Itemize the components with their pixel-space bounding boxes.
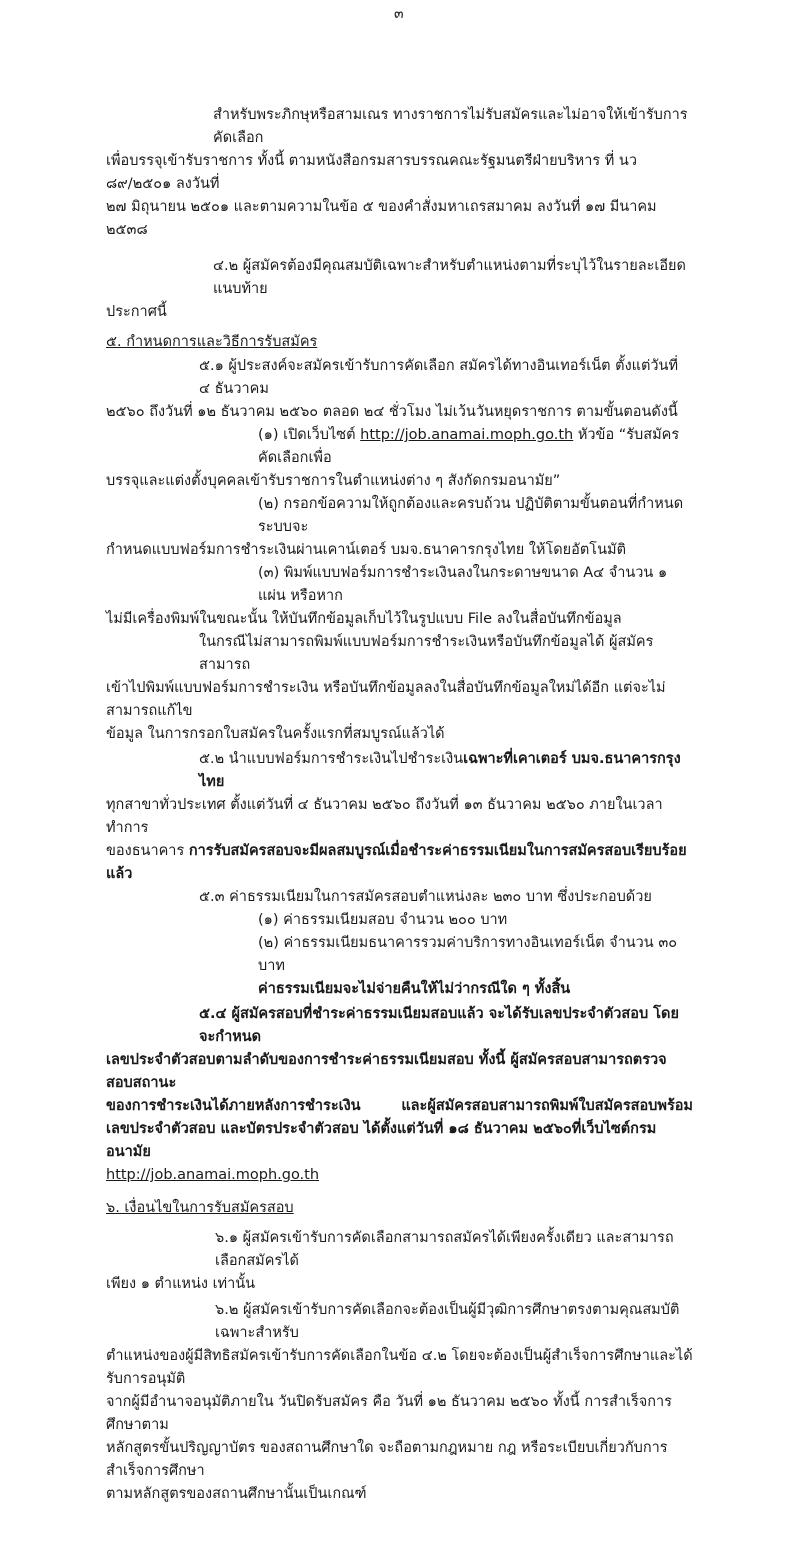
text-segment: กำหนดแบบฟอร์มการชำระเงินผ่านเคาน์เตอร์ บมจ.ธนาคารกรุงไทย ให้โดยอัตโนมัติ <box>106 542 626 558</box>
text-line <box>106 196 693 242</box>
text-line <box>106 909 693 932</box>
text-segment: ๕.๒ นำแบบฟอร์มการชำระเงินไปชำระเงิน <box>199 751 464 767</box>
text-segment: ทุกสาขาทั่วประเทศ ตั้งแต่วันที่ ๔ ธันวาคม ๒๕๖๐ ถึงวันที่ ๑๓ ธันวาคม ๒๕๖๐ ภายในเวลาทำการ <box>106 797 663 836</box>
text-line <box>106 1483 693 1506</box>
text-segment: เข้าไปพิมพ์แบบฟอร์มการชำระเงิน หรือบันทึกข้อมูลลงในสื่อบันทึกข้อมูลใหม่ได้อีก แต่จะไม่สามารถแก้ไข <box>106 680 666 719</box>
text-line <box>106 1095 693 1118</box>
text-line <box>106 470 693 493</box>
text-line <box>106 1345 693 1391</box>
text-line <box>106 932 693 978</box>
text-line <box>106 840 693 886</box>
text-segment: จากผู้มีอำนาจอนุมัติภายใน วันปิดรับสมัคร คือ วันที่ ๑๒ ธันวาคม ๒๕๖๐ ทั้งนี้ การสำเร็จการศึกษาตาม <box>106 1394 672 1433</box>
text-line <box>106 150 693 196</box>
text-line <box>106 562 693 608</box>
text-segment: ๕. กำหนดการและวิธีการรับสมัคร <box>106 334 318 350</box>
text-line <box>106 794 693 840</box>
section-heading <box>106 331 693 354</box>
text-segment: ค่าธรรมเนียมจะไม่จ่ายคืนให้ไม่ว่ากรณีใด ๆ ทั้งสิ้น <box>258 981 571 997</box>
text-segment: ๕.๓ ค่าธรรมเนียมในการสมัครสอบตำแหน่งละ ๒๓๐ บาท ซึ่งประกอบด้วย <box>199 889 652 905</box>
text-line <box>106 748 693 794</box>
text-line <box>106 301 693 324</box>
text-segment: ของธนาคาร <box>106 843 189 859</box>
page-number: ๓ <box>394 6 404 22</box>
text-line <box>106 1164 693 1187</box>
text-line <box>106 1227 693 1273</box>
text-line <box>106 608 693 631</box>
url-link[interactable]: http://job.anamai.moph.go.th <box>360 427 574 443</box>
text-segment: หัวข้อ “รับสมัครคัดเลือกเพื่อ <box>258 427 680 466</box>
text-line <box>106 1437 693 1483</box>
text-segment: เลขประจำตัวสอบตามลำดับของการชำระค่าธรรมเนียมสอบ ทั้งนี้ ผู้สมัครสอบสามารถตรวจสอบสถานะ <box>106 1052 667 1091</box>
text-segment: ไม่มีเครื่องพิมพ์ในขณะนั้น ให้บันทึกข้อมูลเก็บไว้ในรูปแบบ File ลงในสื่อบันทึกข้อมูล <box>106 611 622 627</box>
text-segment: ๖. เงื่อนไขในการรับสมัครสอบ <box>106 1200 294 1216</box>
text-segment: เพื่อบรรจุเข้ารับราชการ ทั้งนี้ ตามหนังสือกรมสารบรรณคณะรัฐมนตรีฝ่ายบริหาร ที่ นว ๘๙/๒๕๐๑ ลงวันที่ <box>106 153 637 192</box>
text-segment: (๑) เปิดเว็บไซต์ <box>258 427 361 443</box>
text-segment: (๒) กรอกข้อความให้ถูกต้องและครบถ้วน ปฏิบัติตามขั้นตอนที่กำหนด ระบบจะ <box>258 496 684 535</box>
text-line <box>106 886 693 909</box>
text-segment: เลขประจำตัวสอบ และบัตรประจำตัวสอบ ได้ตั้งแต่วันที่ ๑๘ ธันวาคม ๒๕๖๐ที่เว็บไซต์กรมอนามัย <box>106 1121 657 1160</box>
text-segment: (๑) ค่าธรรมเนียมสอบ จำนวน ๒๐๐ บาท <box>258 912 508 928</box>
text-segment: ตามหลักสูตรของสถานศึกษานั้นเป็นเกณฑ์ <box>106 1486 367 1502</box>
text-line <box>106 1118 693 1164</box>
text-line <box>106 1049 693 1095</box>
text-segment: ข้อมูล ในการกรอกใบสมัครในครั้งแรกที่สมบูรณ์แล้วได้ <box>106 726 445 742</box>
text-segment: (๒) ค่าธรรมเนียมธนาคารรวมค่าบริการทางอินเทอร์เน็ต จำนวน ๓๐ บาท <box>258 935 678 974</box>
text-line <box>106 255 693 301</box>
text-line <box>106 1003 693 1049</box>
text-segment: ๔.๒ ผู้สมัครต้องมีคุณสมบัติเฉพาะสำหรับตำแหน่งตามที่ระบุไว้ในรายละเอียดแนบท้าย <box>213 258 686 297</box>
text-line <box>106 493 693 539</box>
text-segment: ๕.๔ ผู้สมัครสอบที่ชำระค่าธรรมเนียมสอบแล้ว จะได้รับเลขประจำตัวสอบ โดยจะกำหนด <box>199 1006 679 1045</box>
text-line <box>106 631 693 677</box>
text-segment: ประกาศนี้ <box>106 304 167 320</box>
text-line <box>106 104 693 150</box>
text-segment: สำหรับพระภิกษุหรือสามเณร ทางราชการไม่รับสมัครและไม่อาจให้เข้ารับการคัดเลือก <box>213 107 688 146</box>
text-segment: หลักสูตรขั้นปริญญาบัตร ของสถานศึกษาใด จะถือตามกฎหมาย กฎ หรือระเบียบเกี่ยวกับการสำเร็จการศึกษา <box>106 1440 668 1479</box>
text-segment: เฉพาะที่เคาเตอร์ บมจ.ธนาคารกรุงไทย <box>199 751 681 790</box>
text-line <box>106 1299 693 1345</box>
text-segment: ๕.๑ ผู้ประสงค์จะสมัครเข้ารับการคัดเลือก สมัครได้ทางอินเทอร์เน็ต ตั้งแต่วันที่ ๔ ธันวาคม <box>199 358 679 397</box>
text-segment: บรรจุและแต่งตั้งบุคคลเข้ารับราชการในตำแหน่งต่าง ๆ สังกัดกรมอนามัย” <box>106 473 561 489</box>
text-line <box>106 424 693 470</box>
text-segment: เพียง ๑ ตำแหน่ง เท่านั้น <box>106 1276 256 1292</box>
text-segment: ๖.๑ ผู้สมัครเข้ารับการคัดเลือกสามารถสมัครได้เพียงครั้งเดียว และสามารถเลือกสมัครได้ <box>215 1230 674 1269</box>
text-segment: ตำแหน่งของผู้มีสิทธิสมัครเข้ารับการคัดเลือกในข้อ ๔.๒ โดยจะต้องเป็นผู้สำเร็จการศึกษาและได้รับการอนุมัติ <box>106 1348 693 1387</box>
text-line <box>106 723 693 746</box>
text-line <box>106 355 693 401</box>
text-segment: (๓) พิมพ์แบบฟอร์มการชำระเงินลงในกระดาษขนาด A๔ จำนวน ๑ แผ่น หรือหาก <box>258 565 668 604</box>
text-segment: ของการชำระเงินได้ภายหลังการชำระเงิน และผู้สมัครสอบสามารถพิมพ์ใบสมัครสอบพร้อม <box>106 1098 693 1114</box>
text-line <box>106 1391 693 1437</box>
text-segment: ๒๗ มิถุนายน ๒๕๐๑ และตามความในข้อ ๕ ของคำสั่งมหาเถรสมาคม ลงวันที่ ๑๗ มีนาคม ๒๕๓๘ <box>106 199 657 238</box>
text-line <box>106 539 693 562</box>
url-link[interactable]: http://job.anamai.moph.go.th <box>106 1167 320 1183</box>
text-segment: ๒๕๖๐ ถึงวันที่ ๑๒ ธันวาคม ๒๕๖๐ ตลอด ๒๔ ชั่วโมง ไม่เว้นวันหยุดราชการ ตามขั้นตอนดังนี้ <box>106 404 678 420</box>
text-line <box>106 1273 693 1296</box>
text-line <box>106 978 693 1001</box>
text-segment: ในกรณีไม่สามารถพิมพ์แบบฟอร์มการชำระเงินหรือบันทึกข้อมูลได้ ผู้สมัครสามารถ <box>199 634 654 673</box>
text-line <box>106 677 693 723</box>
text-line <box>106 401 693 424</box>
text-segment: การรับสมัครสอบจะมีผลสมบูรณ์เมื่อชำระค่าธรรมเนียมในการสมัครสอบเรียบร้อยแล้ว <box>106 843 687 882</box>
text-segment: ๖.๒ ผู้สมัครเข้ารับการคัดเลือกจะต้องเป็นผู้มีวุฒิการศึกษาตรงตามคุณสมบัติเฉพาะสำหรับ <box>215 1302 680 1341</box>
section-heading <box>106 1197 693 1220</box>
